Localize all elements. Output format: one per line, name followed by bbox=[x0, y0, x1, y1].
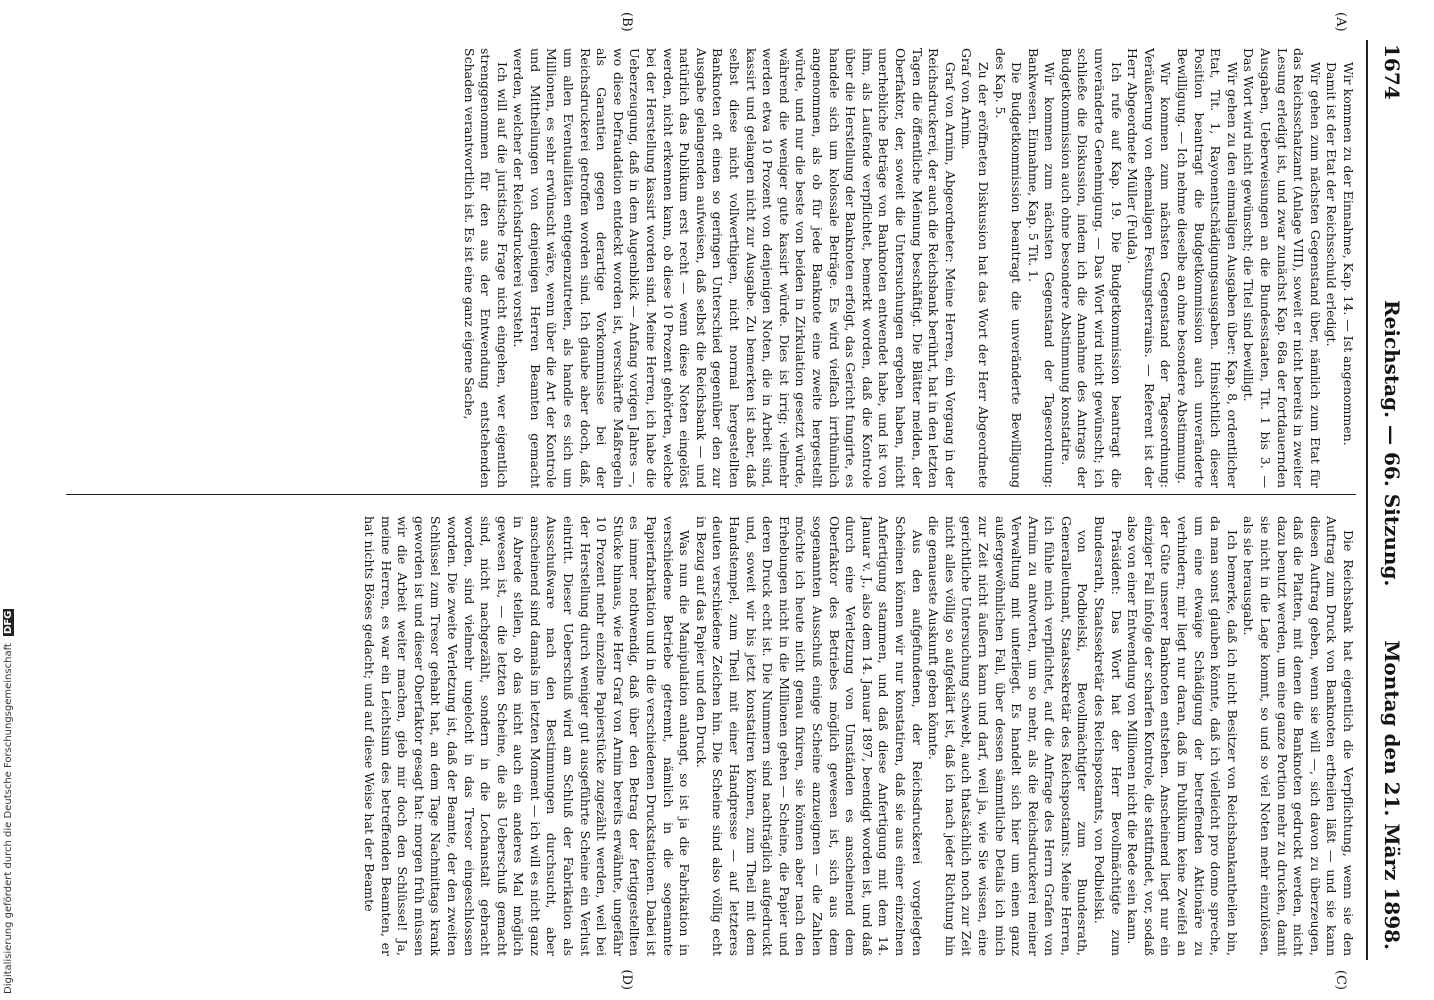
paragraph: Ich rufe auf Kap. 19. Die Budgetkommission beantragt die unveränderte Genehmigung. — Das Wort wird nicht gewünscht; ich schließe die Diskussion, indem ich die Annahme des Antrags der Budgetkommission auch ohne besondere Abstimmung konstatire. bbox=[1058, 48, 1124, 488]
credit-text: Digitalisierung gefördert durch die Deutsche Forschungsgemeinschaft bbox=[3, 643, 14, 994]
page-number: 1674 bbox=[1380, 44, 1404, 100]
paragraph: Präsident: Das Wort hat der Herr Bevollmächtigte zum Bundesrath, Staatssekretär des Reichspostamts, von Podbielski. bbox=[1092, 516, 1124, 956]
digitization-credit bbox=[3, 609, 14, 994]
column-divider bbox=[66, 494, 1356, 495]
paragraph: Wir kommen zum nächsten Gegenstand der Tagesordnung: Bankwesen. Einnahme, Kap. 5 Tit. 1. bbox=[1025, 48, 1058, 488]
paragraph: Wir kommen zu der Einnahme, Kap. 14. — Ist angenommen. bbox=[1341, 62, 1356, 446]
paragraph: von Podbielski, Bevollmächtigter zum Bundesrath, Generalleutnant, Staatssekretär des Reichspostamts: Meine Herren, ich fühle mich verpflichtet, auf die Anfrage des Herrn Grafen von Arnim zu antworten, um so mehr, als die Reichsdruckerei meiner Verwaltung mit unterliegt. Es handelt sich hier um einen ganz außergewöhnlichen Fall, über dessen sämmtliche Details ich mich zur Zeit nicht äußern kann und darf, weil ja, wie Sie wissen, eine gerichtliche Untersuchung schwebt, auch thatsächlich noch zur Zeit nicht alles völlig so aufgeklärt ist, daß ich nach jeder Richtung hin die genaueste Auskunft geben könnte. bbox=[926, 516, 1091, 956]
section-marker-a: (A) bbox=[1333, 12, 1348, 32]
paragraph: Zu der eröffneten Diskussion hat das Wort der Herr Abgeordnete Graf von Arnim. bbox=[959, 48, 991, 488]
paragraph: Ich bemerke, daß ich nicht Besitzer von Reichsbankantheilen bin, da man sonst glauben könnte, daß ich vielleicht pro domo spreche, um eine etwaige Schädigung der betreffenden Aktionäre zu verhindern; mir liegt nur daran, daß im Publikum keine Zweifel an der Güte unserer Banknoten entstehen. Anscheinend liegt nur ein einziger Fall infolge der scharfen Kontrole, die stattfindet, vor, sodaß also von einer Entwendung von Millionen nicht die Rede sein kann. bbox=[1125, 516, 1240, 956]
page-header bbox=[1370, 40, 1416, 960]
paragraph: Damit ist der Etat der Reichsschuld erledigt. bbox=[1324, 62, 1340, 347]
session-date: Montag den 21. März 1898. bbox=[1380, 640, 1404, 950]
paragraph: Die Reichsbank hat eigentlich die Verpflichtung, wenn sie den Auftrag zum Druck von Banknoten ertheilen läßt — und sie kann diesen Auftrag geben, wenn sie will —, sich davon zu überzeugen, daß die Platten, mit denen die Banknoten gedruckt werden, nicht dazu benutzt werden, um eine ganze Portion mehr zu drucken, damit sie nicht in die Lage kommt, so und so viel Noten mehr einzulösen, als sie herausgabt. bbox=[1241, 516, 1356, 956]
dfg-logo: DFG bbox=[3, 610, 14, 634]
paragraph: Die Budgetkommission beantragt die unveränderte Bewilligung des Kap. 5. bbox=[992, 48, 1025, 488]
left-column bbox=[66, 48, 1356, 488]
session-title: Reichstag. — 66. Sitzung. bbox=[1380, 300, 1404, 587]
header-rule bbox=[1366, 40, 1368, 960]
paragraph: Ich will auf die juristische Frage nicht eingehen, wer eigentlich strenggenommen für den aus der Entwendung entstehenden Schaden verantwortlich ist. Es ist eine ganz eigene Sache, bbox=[461, 48, 510, 488]
paragraph: Aus den aufgefundenen, der Reichsdruckerei vorgelegten Scheinen können wir nur konstatiren, daß sie aus einer einzelnen Anfertigung stammen, und daß diese Anfertigung mit dem 14. Januar v. J., also dem 14. Januar 1897, beendigt worden ist, und daß durch eine Verletzung von Umständen es anscheinend dem Oberfaktor des Betriebes möglich gewesen ist, sich aus dem sogenannten Ausschuß einige Scheine anzueignen — die Zahlen möchte ich heute nicht genau fixiren, sie können aber nach den Erhebungen nicht in die Millionen gehen — Scheine, die Papier und deren Druck echt ist. Die Nummern sind nachträglich aufgedruckt und, soweit wir bis jetzt konstatiren können, zum Theil mit dem Handstempel, zum Theil mit einer Handpresse — auf letzteres deuten verschiedene Zeichen hin. Die Scheine sind also völlig echt in Bezug auf das Papier und den Druck. bbox=[693, 516, 925, 956]
paragraph: Graf von Arnim, Abgeordneter: Meine Herren, ein Vorgang in der Reichsdruckerei, der auch die Reichsbank berührt, hat in den letzten Tagen die öffentliche Meinung beschäftigt. Die Blätter melden, der Oberfaktor, der, soweit die Untersuchungen ergeben haben, nicht unerhebliche Beträge von Banknoten entwendet habe, und ist von ihm, als Laufende verpflichtet, bemerkt worden, daß die Kontrole über die Herstellung der Banknoten erfolgt, das Gericht fungirte, es handele sich um kolossale Beträge. Es wird vielfach irrthümlich angenommen, als ob für jede Banknote eine zweite hergestellt würde, und nur die beste von beiden in Zirkulation gesetzt würde, während die weniger gute kassirt würde. Dies ist irrig; vielmehr werden etwa 10 Prozent von denjenigen Noten, die in Arbeit sind, kassirt und gelangen nicht zur Ausgabe. Zu bemerken ist aber, daß selbst diese nicht vollwerthigen, nicht normal hergestellten Banknoten oft einen so geringen Unterschied gegenüber den zur Ausgabe gelangenden aufweisen, daß selbst die Reichsbank — und natürlich das Publikum erst recht — wenn diese Noten eingelöst werden, nicht erkennen kann, ob diese 10 Prozent gehörten, welche bei der Herstellung kassirt worden sind. Meine Herren, ich habe die Ueberzeugung, daß in dem Augenblick — Anfang vorigen Jahres —, wo diese Defraudation entdeckt worden ist, verschärfte Maßregeln als Garantien gegen derartige Vorkommnisse bei der Reichsdruckerei getroffen worden sind. Ich glaube aber doch, daß, um allen Eventualitäten entgegenzutreten, als handle es sich um Millionen, es sehr erwünscht wäre, wenn über die Art der Kontrole und Mittheilungen von denjenigen Herren Beamten gemacht werden, welcher der Reichsdruckerei vorsteht. bbox=[511, 48, 958, 488]
section-marker-c: (C) bbox=[1333, 969, 1348, 990]
paragraph: Was nun die Manipulation anlangt, so ist ja die Fabrikation in verschiedene Betriebe getrennt, nämlich in die sogenannte Papierfabrikation und in die verschiedenen Druckstationen. Dabei ist es immer nothwendig, daß über den Betrag der fertiggestellten Stücke hinaus, wie Herr Graf von Arnim bereits erwähnte, ungefähr 10 Prozent mehr einzelne Papierstücke zugezählt werden, weil bei der Herstellung durch weniger gut ausgeführte Scheine ein Verlust eintritt. Dieser Ueberschuß wird am Schluß der Fabrikation als Ausschußware nach den Bestimmungen durchsucht, aber anscheinend sind damals im letzten Moment — ich will es nicht ganz in Abrede stellen, ob das nicht auch ein anderes Mal möglich gewesen ist, — die letzten Scheine, die als Ueberschuß gemacht sind, nicht nachgezählt, sondern in die Lochanstalt gebracht worden, sind vielmehr ungelocht in das Tresor eingeschlossen worden. Die zweite Verletzung ist, daß der Beamte, der den zweiten Schlüssel zum Tresor gehabt hat, an dem Tage Nachmittags krank geworden ist und dieser Oberfaktor gesagt hat: morgen früh müssen wir die Arbeit weiter machen, gieb mir doch den Schlüssel! Ja, meine Herren, es war ein Leichtsinn des betreffenden Beamten, er hat nichts Böses gedacht; und auf diese Weise hat der Beamte bbox=[361, 516, 693, 956]
paragraph: Wir gehen zu den einmaligen Ausgaben über: Kap. 8, ordentlicher Etat, Tit. 1, Rayonentschädigungsausgaben. Hinsichtlich dieser Position beantragt die Budgetkommission auch unveränderte Bewilligung. — Ich nehme dieselbe an ohne besondere Abstimmung. bbox=[1175, 48, 1240, 488]
paragraph: Wir gehen zum nächsten Gegenstand über, nämlich zum Etat für das Reichsschatzamt (Anlage VIII), soweit er nicht bereits in zweiter Lesung erledigt ist, und zwar zunächst Kap. 68a der fortdauernden Ausgaben, Ueberweisungen an die Bundesstaaten, Tit. 1 bis 3. — Das Wort wird nicht gewünscht; die Titel sind bewilligt. bbox=[1241, 48, 1323, 488]
section-marker-b: (B) bbox=[619, 12, 634, 32]
section-marker-d: (D) bbox=[619, 969, 634, 990]
paragraph: Wir kommen zum nächsten Gegenstand der Tagesordnung: Veräußerung von ehemaligen Festungsterrains. — Referent ist der Herr Abgeordnete Müller (Fulda). bbox=[1125, 48, 1174, 488]
right-column bbox=[66, 516, 1356, 956]
